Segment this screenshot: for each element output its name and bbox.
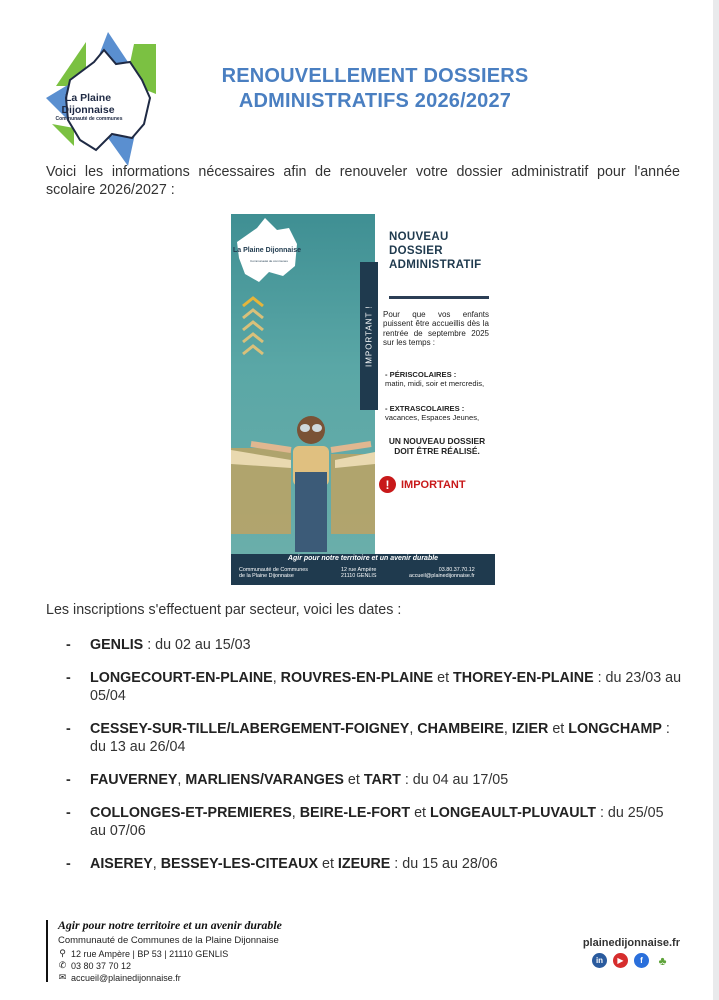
footer-divider [46, 920, 48, 982]
footer-phone: 03 80 37 70 12 [71, 960, 132, 971]
poster-image [231, 214, 495, 585]
sector-separator: , [152, 856, 161, 872]
intro-line-2: scolaire 2026/2027 : [46, 182, 175, 198]
sector-separator: et [410, 805, 430, 821]
poster-footer-org-2: de la Plaine Dijonnaise [239, 573, 294, 580]
poster-title: NOUVEAU DOSSIER ADMINISTRATIF [389, 231, 482, 271]
sector-item [66, 804, 682, 840]
page-edge [713, 0, 719, 1000]
sector-item [66, 855, 682, 873]
child-aviator-illustration [231, 214, 375, 554]
sector-separator: , [409, 721, 418, 737]
list-dash: - [66, 637, 71, 653]
footer-address-row [58, 948, 228, 959]
sector-commune: BEIRE-LE-FORT [299, 805, 411, 821]
sector-separator: et [318, 856, 338, 872]
sector-list [66, 636, 682, 888]
sector-dates: : du 02 au 15/03 [143, 637, 251, 653]
phone-icon: ✆ [58, 960, 67, 970]
sector-separator: et [343, 772, 364, 788]
sector-commune: BESSEY-LES-CITEAUX [160, 856, 319, 872]
poster-item2-title: - EXTRASCOLAIRES : [385, 404, 465, 413]
poster-footer-address [341, 567, 376, 580]
poster-item2-text: vacances, Espaces Jeunes, [385, 413, 480, 422]
sector-commune: TART [363, 772, 401, 788]
footer-phone-row [58, 960, 131, 971]
sector-item [66, 636, 682, 654]
intro-paragraph [46, 163, 680, 199]
sector-separator: , [272, 670, 281, 686]
poster-item-extrascolaire [385, 404, 491, 422]
footer-email-row [58, 972, 181, 983]
linkedin-icon[interactable]: in [592, 953, 607, 968]
poster-footer-addr-1: 12 rue Ampère [341, 567, 377, 573]
poster-footer-contact [409, 567, 475, 580]
sector-separator: et [433, 670, 454, 686]
poster-footer-addr-2: 21110 GENLIS [341, 573, 377, 580]
poster-footer-org [239, 567, 308, 580]
sector-commune: GENLIS [90, 637, 144, 653]
poster-footer-email: accueil@plainedijonnaise.fr [409, 573, 475, 580]
chevron-up-icon [243, 298, 263, 354]
poster-footer-phone: 03.80.37.70.12 [438, 567, 475, 573]
poster-vertical-label: IMPORTANT ! [364, 305, 374, 367]
youtube-icon[interactable]: ▶ [613, 953, 628, 968]
sector-commune: LONGEAULT-PLUVAULT [430, 805, 596, 821]
sector-separator: et [548, 721, 569, 737]
poster-must: UN NOUVEAU DOSSIER DOIT ÊTRE RÉALISÉ. [388, 436, 486, 457]
sector-item [66, 669, 682, 705]
poster-item1-title: - PÉRISCOLAIRES : [385, 370, 457, 379]
poster-important-label: IMPORTANT [401, 478, 466, 491]
list-dash: - [66, 670, 71, 686]
page-title [180, 64, 570, 114]
tree-icon[interactable]: ♣ [655, 953, 670, 968]
sector-commune: AISEREY [90, 856, 153, 872]
intro-line-1: Voici les informations nécessaires afin de renouveler votre dossier administratif pour l'année [46, 164, 680, 180]
logo-name: La Plaine Dijonnaise [61, 92, 115, 116]
sector-commune: ROUVRES-EN-PLAINE [280, 670, 434, 686]
map-pin-icon: ⚲ [59, 948, 66, 958]
list-dash: - [66, 772, 71, 788]
sector-commune: IZIER [511, 721, 549, 737]
exclamation-icon: ! [379, 476, 396, 493]
sector-separator: , [291, 805, 300, 821]
dates-intro: Les inscriptions s'effectuent par secteur, voici les dates : [46, 602, 402, 618]
sector-commune: COLLONGES-ET-PREMIERES [90, 805, 292, 821]
sector-commune: FAUVERNEY [90, 772, 178, 788]
facebook-icon[interactable]: f [634, 953, 649, 968]
footer-website[interactable]: plainedijonnaise.fr [582, 937, 680, 949]
poster-slogan: Agir pour notre territoire et un avenir durable [287, 555, 439, 562]
list-dash: - [66, 856, 71, 872]
mail-icon: ✉ [58, 972, 67, 982]
list-dash: - [66, 721, 71, 737]
footer-address: 12 rue Ampère | BP 53 | 21110 GENLIS [71, 948, 229, 959]
sector-commune: MARLIENS/VARANGES [185, 772, 344, 788]
poster-logo-sub: Communauté de communes [250, 259, 288, 263]
sector-separator: , [177, 772, 186, 788]
sector-separator: , [503, 721, 512, 737]
sector-commune: LONGCHAMP [568, 721, 662, 737]
sector-dates: : du 13 au 26/04 [90, 721, 670, 755]
sector-dates: : du 15 au 28/06 [390, 856, 498, 872]
sector-commune: CESSEY-SUR-TILLE/LABERGEMENT-FOIGNEY [90, 721, 410, 737]
sector-commune: IZEURE [337, 856, 391, 872]
poster-item-periscolaire [385, 370, 491, 388]
sector-dates: : du 04 au 17/05 [400, 772, 509, 788]
footer-org: Communauté de Communes de la Plaine Dijonnaise [58, 935, 279, 946]
poster-footer-org-1: Communauté de Communes [239, 567, 308, 573]
poster-item1-text: matin, midi, soir et mercredis, [385, 379, 485, 388]
sector-dates: : du 25/05 au 07/06 [90, 805, 664, 839]
sector-commune: CHAMBEIRE [417, 721, 504, 737]
footer-email[interactable]: accueil@plainedijonnaise.fr [71, 972, 181, 983]
sector-dates: : du 23/03 au 05/04 [90, 670, 682, 704]
footer-slogan: Agir pour notre territoire et un avenir durable [58, 918, 282, 932]
social-links [592, 953, 670, 968]
sector-item [66, 771, 682, 789]
sector-item [66, 720, 682, 756]
logo-subtitle: Communauté de communes [55, 116, 123, 122]
poster-photo [231, 214, 375, 554]
sector-commune: THOREY-EN-PLAINE [453, 670, 594, 686]
poster-footer [231, 554, 495, 585]
list-dash: - [66, 805, 71, 821]
poster-divider [389, 296, 489, 299]
title-line-2: ADMINISTRATIFS 2026/2027 [238, 90, 512, 112]
poster-important [379, 476, 493, 493]
poster-logo-name: La Plaine Dijonnaise [232, 247, 302, 254]
sector-commune: LONGECOURT-EN-PLAINE [90, 670, 273, 686]
poster-body: Pour que vos enfants puissent être accueillis dès la rentrée de septembre 2025 sur les temps : [383, 310, 489, 348]
title-line-1: RENOUVELLEMENT DOSSIERS [221, 65, 529, 87]
